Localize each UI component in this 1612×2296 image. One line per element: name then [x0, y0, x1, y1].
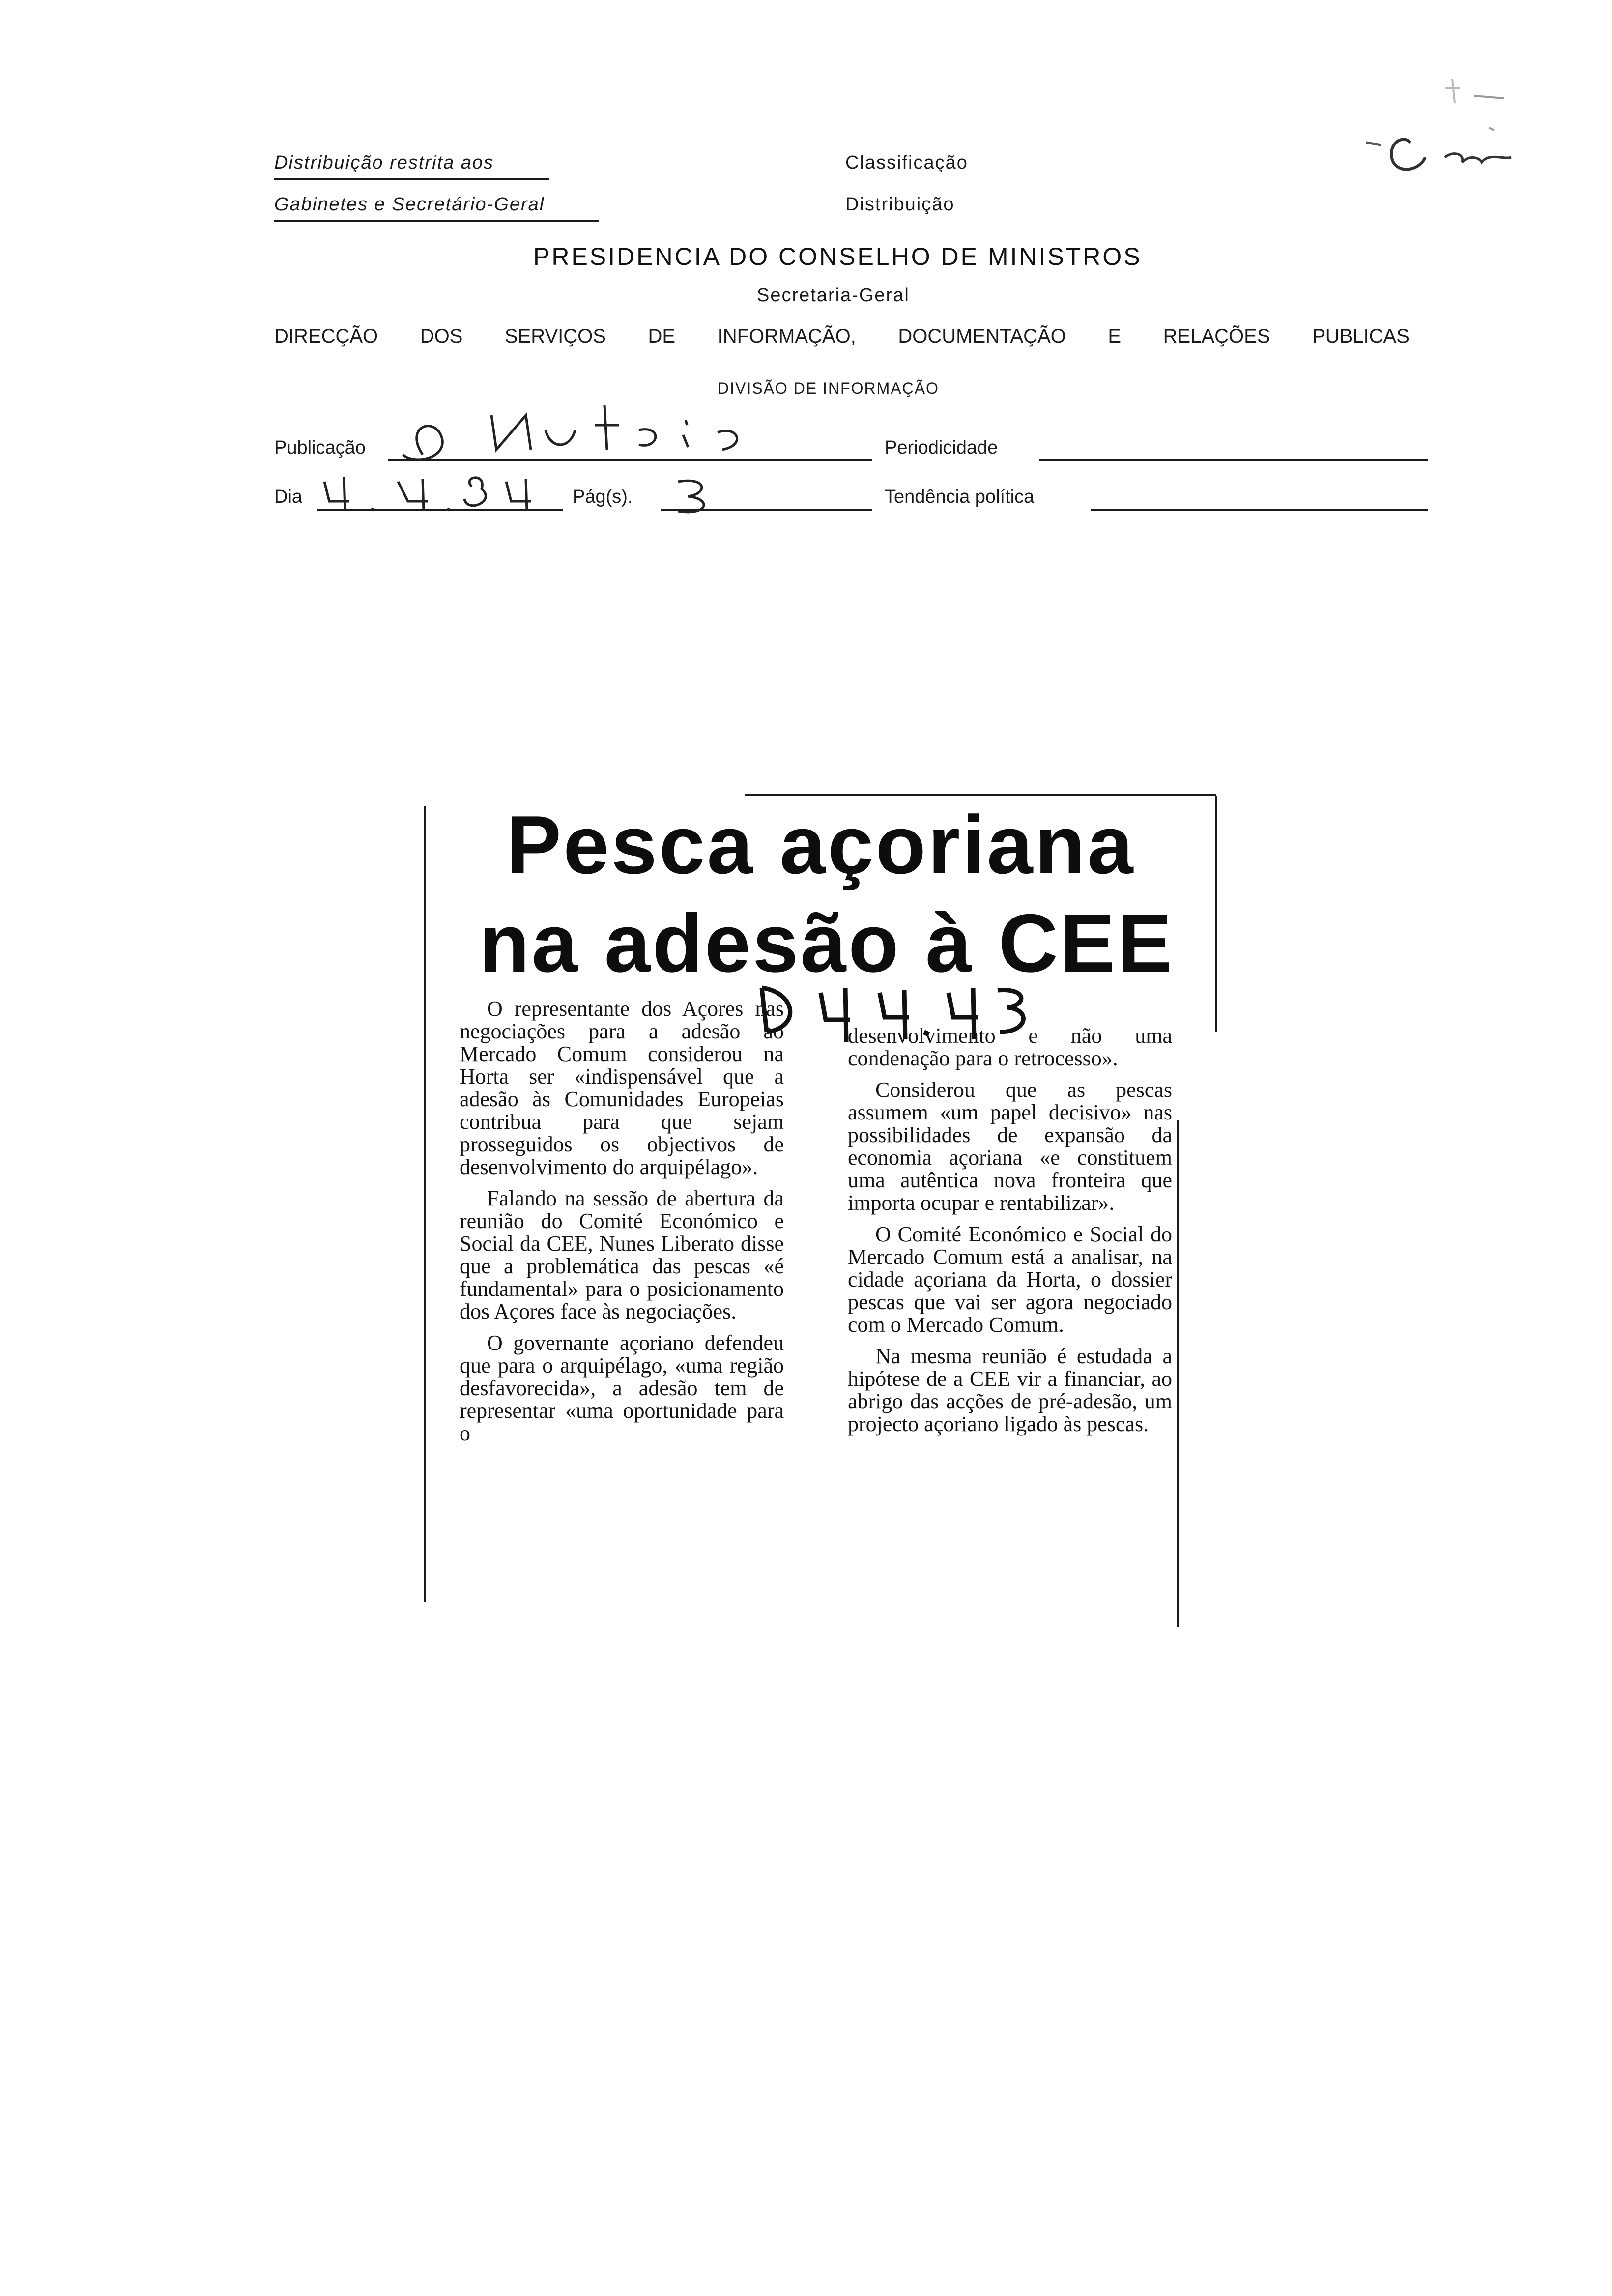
directorate-word: DIRECÇÃO	[274, 325, 378, 347]
directorate-word: DE	[648, 325, 676, 347]
distribution-underline-1	[274, 178, 549, 180]
article-left-column	[460, 998, 784, 1454]
clipping-left-edge	[424, 806, 426, 1602]
clipping-right-edge-upper	[1215, 796, 1217, 1032]
clipping-right-edge-lower	[1177, 1120, 1179, 1627]
article-headline-line2: na adesão à CEE	[479, 897, 1174, 989]
political-tendency-rule	[1091, 509, 1428, 511]
division-label: DIVISÃO DE INFORMAÇÃO	[718, 379, 939, 397]
article-paragraph: Considerou que as pescas assumem «um papel decisivo» nas possibilidades de expansão da economia açoriana «e constituem uma autêntica nova fronteira que importa ocupar e rentabilizar».	[848, 1078, 1172, 1215]
handwritten-date-icon	[315, 467, 560, 516]
handwritten-pages-icon	[663, 472, 722, 516]
handwritten-publication-icon	[383, 396, 826, 469]
directorate-word: PUBLICAS	[1312, 325, 1410, 347]
directorate-word: DOS	[420, 325, 463, 347]
article-paragraph: Na mesma reunião é estudada a hipótese de a CEE vir a financiar, ao abrigo das acções de pré-adesão, um projecto açoriano ligado às pescas.	[848, 1344, 1172, 1436]
org-title: PRESIDENCIA DO CONSELHO DE MINISTROS	[533, 243, 1142, 270]
periodicity-rule	[1039, 459, 1428, 461]
distribution-restricted-line1: Distribuição restrita aos	[274, 152, 494, 173]
political-tendency-label: Tendência política	[885, 487, 1035, 507]
article-paragraph: O governante açoriano defendeu que para o arquipélago, «uma região desfavorecida», a adesão tem de representar «uma oportunidade para o	[460, 1331, 784, 1445]
distribution-underline-2	[274, 220, 599, 222]
directorate-word: RELAÇÕES	[1163, 325, 1270, 347]
clipping-top-edge	[745, 794, 1216, 796]
publication-label: Publicação	[274, 437, 366, 458]
periodicity-label: Periodicidade	[885, 437, 998, 458]
article-paragraph: O representante dos Açores nas negociações para a adesão ao Mercado Comum considerou na Horta ser «indispensável que a adesão às Comunidades Europeias contribua para que sejam prosseguidos os objectivos de desenvolvimento do arquipélago».	[460, 997, 784, 1179]
secretariat-label: Secretaria-Geral	[757, 285, 910, 306]
directorate-line	[274, 325, 1410, 347]
distribution-label: Distribuição	[845, 194, 955, 215]
article-paragraph: O Comité Económico e Social do Mercado Comum está a analisar, na cidade açoriana da Horta, o dossier pescas que vai ser agora negociado com o Mercado Comum.	[848, 1222, 1172, 1337]
directorate-word: SERVIÇOS	[504, 325, 606, 347]
directorate-word: INFORMAÇÃO,	[717, 325, 856, 347]
corner-scribble-icon	[1347, 69, 1543, 206]
article-right-column	[848, 1025, 1172, 1444]
pages-label: Pág(s).	[573, 487, 633, 507]
distribution-restricted-line2: Gabinetes e Secretário-Geral	[274, 194, 545, 215]
directorate-word: E	[1108, 325, 1122, 347]
article-paragraph: Falando na sessão de abertura da reunião do Comité Económico e Social da CEE, Nunes Liberato disse que a problemática das pescas «é fundamental» para o posicionamento dos Açores face às negociações.	[460, 1186, 784, 1323]
classification-label: Classificação	[845, 152, 968, 173]
article-headline-line1: Pesca açoriana	[506, 799, 1135, 891]
article-paragraph: desenvolvimento e não uma condenação para o retrocesso».	[848, 1024, 1172, 1070]
directorate-word: DOCUMENTAÇÃO	[898, 325, 1066, 347]
day-label: Dia	[274, 487, 303, 507]
